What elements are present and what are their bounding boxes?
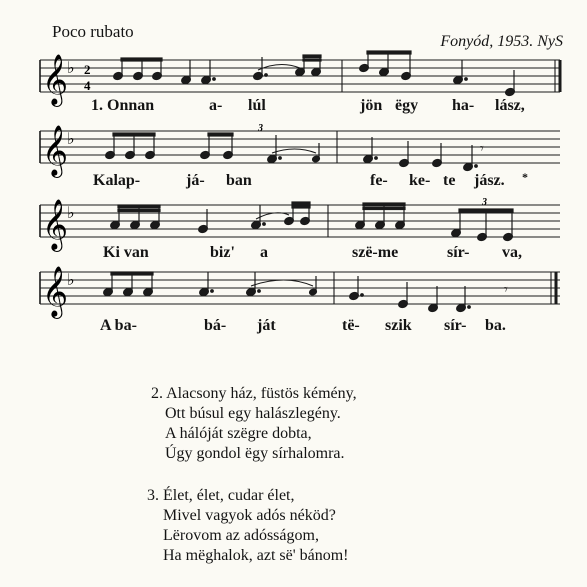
- svg-text:3: 3: [258, 123, 263, 134]
- staff-system-2: [0, 123, 587, 173]
- tempo-marking: Poco rubato: [52, 22, 134, 41]
- verse-2: [151, 384, 357, 464]
- verse-line: A hálóját szëgre dobta,: [165, 425, 312, 442]
- treble-clef-icon: 𝄞: [42, 126, 69, 175]
- verse-line: 2. Alacsony ház, füstös kémény,: [151, 385, 357, 402]
- verse-line: Mivel vagyok adós néköd?: [163, 507, 336, 524]
- verse-line: Ott búsul egy halászlegény.: [165, 405, 341, 422]
- treble-clef-icon: 𝄞: [42, 200, 69, 249]
- verse-3: [147, 486, 348, 566]
- svg-text:𝄾: 𝄾: [504, 283, 508, 298]
- lyric-line-3: Ki van biz' a szë-me sír- va,: [103, 244, 522, 261]
- verse-line: Lërovom az adósságom,: [163, 527, 319, 544]
- svg-text:𝄾: 𝄾: [480, 142, 484, 157]
- svg-text:♭: ♭: [67, 131, 75, 148]
- time-signature-bottom: 4: [84, 78, 91, 93]
- svg-text:3: 3: [482, 197, 487, 208]
- staff-system-3: [0, 197, 587, 247]
- time-signature-top: 2: [84, 62, 91, 77]
- treble-clef-icon: 𝄞: [42, 267, 69, 316]
- source-attribution: Fonyód, 1953. NyS: [440, 33, 563, 50]
- staff-system-1: [0, 52, 587, 102]
- lyric-line-2: Kalap- já- ban fe- ke- te jász. *: [93, 170, 528, 189]
- svg-text:♭: ♭: [67, 272, 75, 289]
- lyric-line-1: 1. Onnan a- lúl jön ëgy ha- lász,: [91, 97, 525, 114]
- verse-line: Úgy gondol ëgy sírhalomra.: [165, 445, 345, 462]
- staff-system-4: [0, 264, 587, 314]
- svg-text:♭: ♭: [67, 60, 75, 77]
- verse-line: 3. Élet, élet, cudar élet,: [147, 487, 295, 504]
- verse-line: Ha mëghalok, azt së' bánom!: [163, 547, 349, 564]
- lyric-line-4: A ba- bá- ját të- szik sír- ba.: [100, 317, 506, 334]
- svg-text:♭: ♭: [67, 205, 75, 222]
- treble-clef-icon: 𝄞: [42, 55, 69, 104]
